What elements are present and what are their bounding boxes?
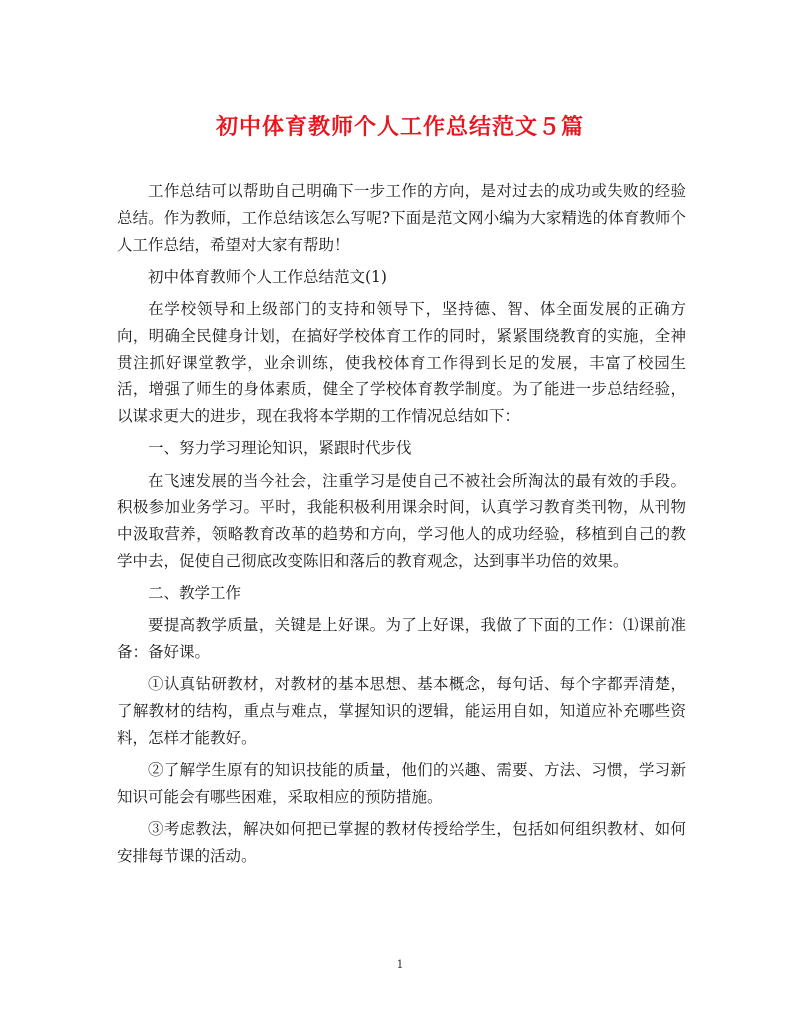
subheading-theory-study: 一、努力学习理论知识，紧跟时代步伐 xyxy=(148,439,412,458)
list-item: ①认真钻研教材，对教材的基本思想、基本概念，每句话、每个字都弄清楚，了解教材的结构，重点与难点，掌握知识的逻辑，能运用自如，知道应补充哪些资料，怎样才能教好。 xyxy=(117,675,686,747)
section-heading-sample-1: 初中体育教师个人工作总结范文(1) xyxy=(148,267,387,286)
page-title: 初中体育教师个人工作总结范文５篇 xyxy=(215,114,584,140)
body-paragraph: 在飞速发展的当今社会，注重学习是使自己不被社会所淘汰的最有效的手段。积极参加业务学习。平时，我能积极利用课余时间，认真学习教育类刊物，从刊物中汲取营养，领略教育改革的趋势和方向，学习他人的成功经验，移植到自己的教学中去，促使自己彻底改变陈旧和落后的教育观念，达到事半功倍的效果。 xyxy=(117,471,686,570)
subheading-teaching-work: 二、教学工作 xyxy=(148,584,242,603)
list-item: ②了解学生原有的知识技能的质量，他们的兴趣、需要、方法、习惯，学习新知识可能会有哪些困难，采取相应的预防措施。 xyxy=(117,761,686,806)
body-paragraph: 要提高教学质量，关键是上好课。为了上好课，我做了下面的工作：⑴课前准备：备好课。 xyxy=(117,616,686,662)
list-item: ③考虑教法，解决如何把已掌握的教材传授给学生，包括如何组织教材、如何安排每节课的活动。 xyxy=(117,820,686,865)
page-number: 1 xyxy=(396,958,404,971)
intro-paragraph: 工作总结可以帮助自己明确下一步工作的方向，是对过去的成功或失败的经验总结。作为教师，工作总结该怎么写呢?下面是范文网小编为大家精选的体育教师个人工作总结，希望对大家有帮助！ xyxy=(117,182,686,254)
body-paragraph: 在学校领导和上级部门的支持和领导下，坚持德、智、体全面发展的正确方向，明确全民健身计划，在搞好学校体育工作的同时，紧紧围绕教育的实施，全神贯注抓好课堂教学，业余训练，使我校体育工作得到长足的发展，丰富了校园生活，增强了师生的身体素质，健全了学校体育教学制度。为了能进一步总结经验，以谋求更大的进步，现在我将本学期的工作情况总结如下： xyxy=(117,299,686,426)
document-body xyxy=(117,178,686,875)
